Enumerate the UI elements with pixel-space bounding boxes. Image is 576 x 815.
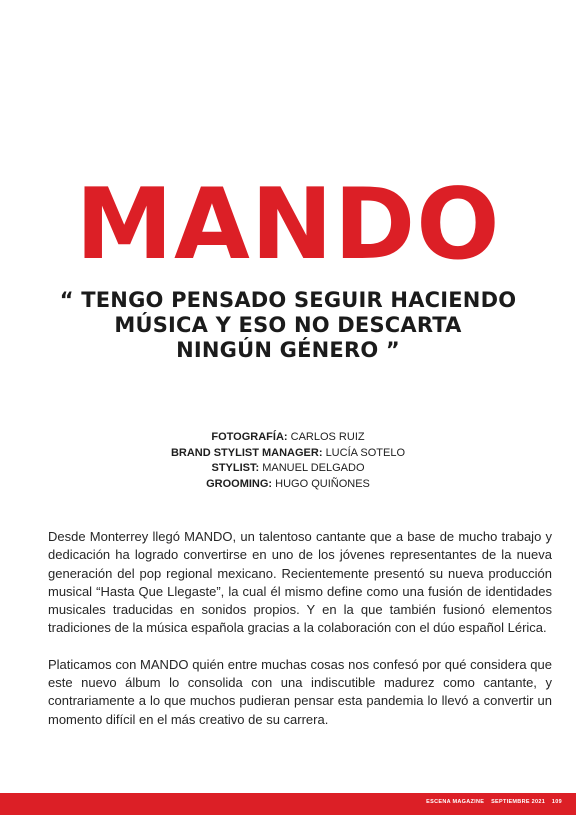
credit-name: CARLOS RUIZ bbox=[290, 431, 365, 443]
credit-name: HUGO QUIÑONES bbox=[275, 477, 370, 490]
footer-bar bbox=[0, 793, 576, 815]
credit-name: MANUEL DELGADO bbox=[262, 462, 365, 474]
pull-quote-line: MÚSICA Y ESO NO DESCARTA bbox=[114, 313, 462, 337]
page-title: MANDO bbox=[75, 167, 501, 282]
pull-quote-line: NINGÚN GÉNERO ” bbox=[176, 338, 400, 362]
credit-role: GROOMING: bbox=[206, 477, 273, 490]
credit-row-grooming bbox=[0, 477, 576, 493]
credit-row-brand-stylist-manager bbox=[0, 446, 576, 462]
credit-role: STYLIST: bbox=[211, 462, 260, 474]
footer-magazine-name: ESCENA MAGAZINE bbox=[426, 799, 485, 805]
article-paragraph: Platicamos con MANDO quién entre muchas cosas nos confesó por qué considera que este nuevo álbum lo consolida con una indiscutible madurez como cantante, y contrariamente a lo que muchos pudieran pensar esta pandemia lo llevó a convertir un momento difícil en el más creativo de su carrera. bbox=[48, 656, 552, 727]
credit-role: FOTOGRAFÍA: bbox=[211, 431, 288, 443]
footer-info bbox=[421, 799, 562, 805]
article-body bbox=[48, 528, 552, 747]
credit-role: BRAND STYLIST MANAGER: bbox=[170, 446, 323, 459]
credit-row-photography bbox=[0, 430, 576, 446]
pull-quote-line: “ TENGO PENSADO SEGUIR HACIENDO bbox=[59, 288, 517, 312]
credits-block bbox=[0, 430, 576, 492]
pull-quote bbox=[0, 288, 576, 363]
credit-row-stylist bbox=[0, 461, 576, 477]
footer-page-number: 109 bbox=[551, 799, 562, 805]
credit-name: LUCÍA SOTELO bbox=[325, 446, 406, 459]
article-paragraph: Desde Monterrey llegó MANDO, un talentoso cantante que a base de mucho trabajo y dedicación ha logrado convertirse en uno de los jóvenes representantes de la nueva generación del pop regional mexicano. Recientemente presentó su nueva producción musical “Hasta Que Llegaste”, la cual él mismo define como una fusión de identidades musicales traducidas en sonidos propios. Y en la que también fusionó elementos tradiciones de la música española gracias a la colaboración con el dúo español Lérica. bbox=[48, 529, 552, 636]
footer-issue-date: SEPTIEMBRE 2021 bbox=[491, 799, 546, 805]
